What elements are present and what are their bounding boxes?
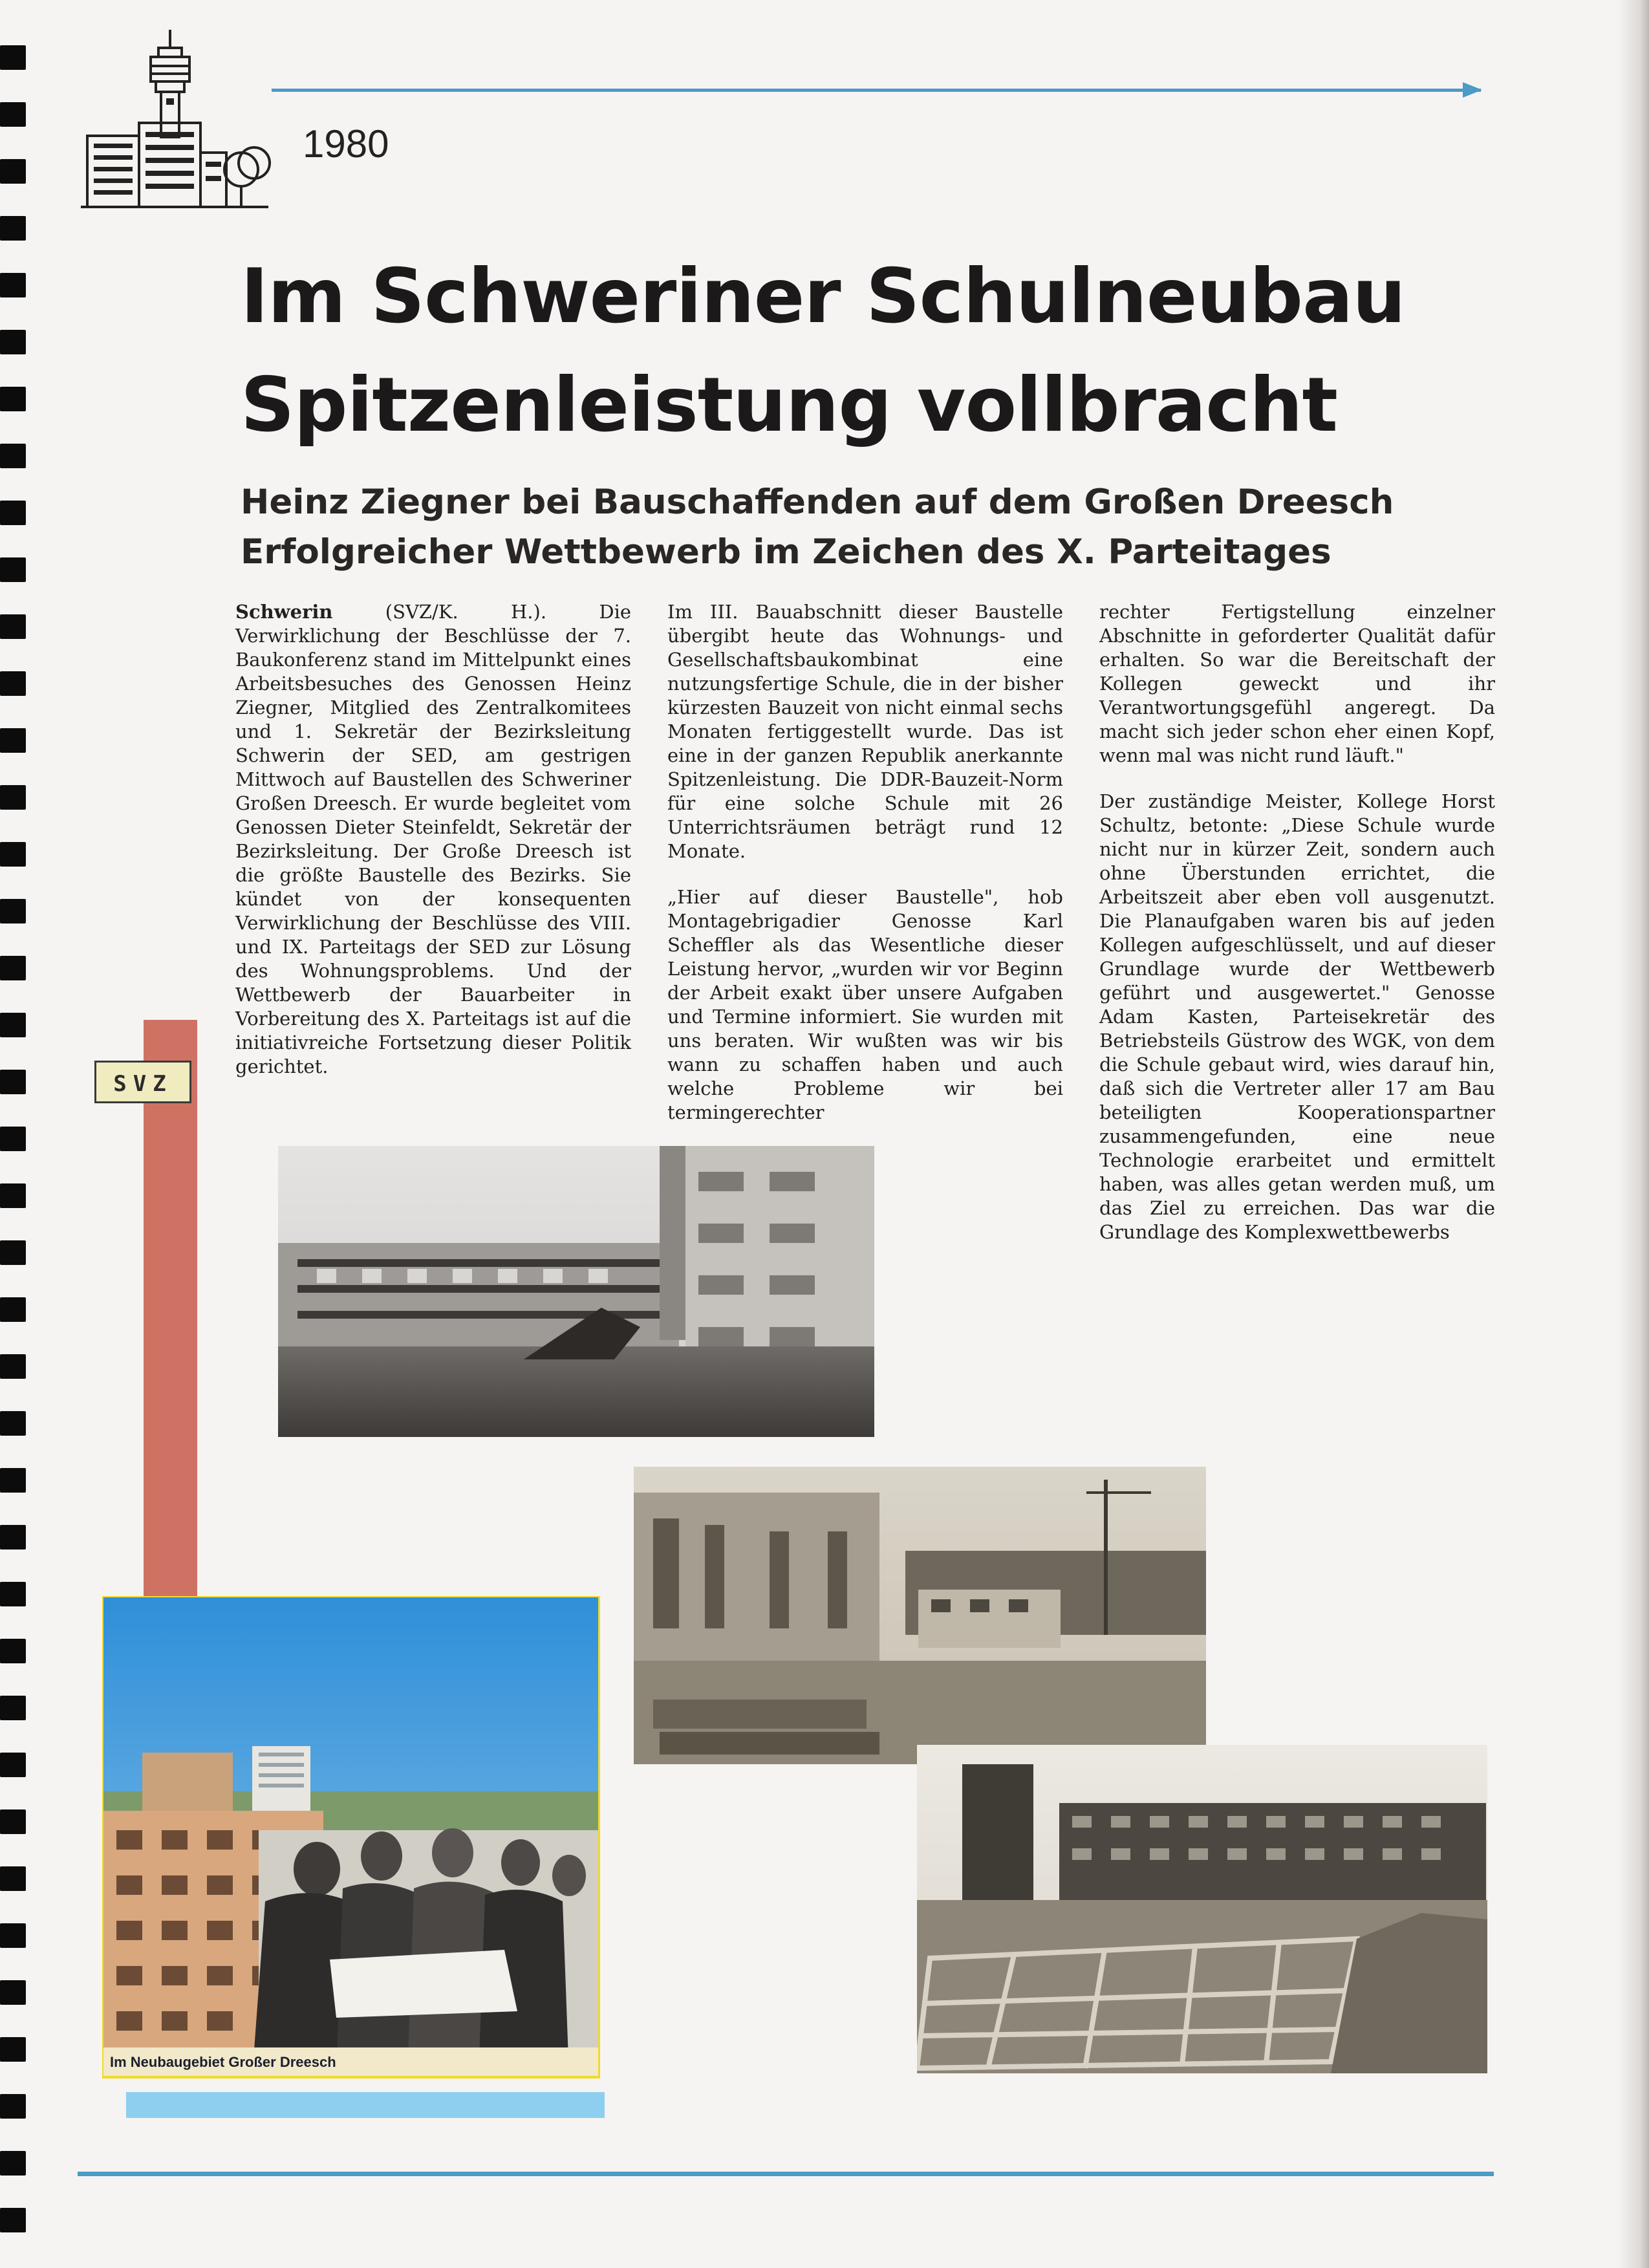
column-2-paragraph-1: Im III. Bauabschnitt dieser Baustelle übergibt heute das Wohnungs- und Gesellschaftsbaukombinat eine nutzungsfertige Schule, die in der bisher kürzesten Bauzeit von nicht einmal sechs Monaten fertiggestellt wurde. Das ist eine in der ganzen Republik anerkannte Spitzenleistung. Die DDR-Bauzeit-Norm für eine solche Schule mit 26 Unterrichtsräumen beträgt rund 12 Monate. <box>667 601 1063 862</box>
svz-label: SVZ <box>94 1061 191 1103</box>
binding-hole <box>0 387 26 411</box>
binding-hole <box>0 899 26 923</box>
binding-hole <box>0 1297 26 1322</box>
binding-hole <box>0 785 26 810</box>
photo-officials-color <box>103 1597 598 2076</box>
binding-hole <box>0 1468 26 1493</box>
article-column-2 <box>667 600 1063 1147</box>
light-blue-strip <box>126 2092 605 2118</box>
article-column-1 <box>235 600 631 1101</box>
photo-caption: Im Neubaugebiet Großer Dreesch <box>110 2054 336 2070</box>
column-3-paragraph-2: Der zuständige Meister, Kollege Horst Schultz, betonte: „Diese Schule wurde nicht nur in kürzer Zeit, sondern auch ohne Überstunden errichtet, die Arbeitszeit aber eben voll ausgenutzt. Die Planaufgaben waren bis auf jeden Kollegen aufgeschlüsselt, und auf dieser Grundlage wurde der Wettbewerb geführt und ausgewertet." Genosse Adam Kasten, Parteisekretär des Betriebsteils Güstrow des WGK, von dem die Schule gebaut wird, wies darauf hin, daß sich die Vertreter aller 17 am Bau beteiligten Kooperationspartner zusammengefunden, eine neue Technologie erarbeitet und ermittelt haben, was alles getan werden muß, um das Ziel zu erreichen. Das war die Grundlage des Komplexwettbewerbs <box>1099 790 1495 1243</box>
year-label: 1980 <box>303 122 389 166</box>
binding-hole <box>0 1411 26 1436</box>
column-2-paragraph-2: „Hier auf dieser Baustelle", hob Montagebrigadier Genosse Karl Scheffler als das Wesentliche dieser Leistung hervor, „wurden wir vor Beginn der Arbeit exakt über unsere Aufgaben und Termine informiert. Sie wurden mit uns beraten. Wir wußten was wir bis wann zu schaffen haben und auch welche Probleme wir bei termingerechter <box>667 886 1063 1123</box>
binding-hole <box>0 842 26 867</box>
binding-hole <box>0 45 26 70</box>
binding-hole <box>0 1809 26 1834</box>
headline-line-2: Spitzenleistung vollbracht <box>241 362 1337 449</box>
binding-hole <box>0 1639 26 1663</box>
tower-building-logo-icon <box>81 26 275 220</box>
binding-hole <box>0 216 26 241</box>
binding-hole <box>0 1923 26 1948</box>
binding-hole <box>0 1183 26 1208</box>
dateline: Schwerin <box>235 601 333 623</box>
page-edge-shadow <box>1619 0 1649 2268</box>
headline <box>241 243 1405 460</box>
photo-school-construction <box>278 1146 874 1437</box>
binding-hole <box>0 1354 26 1379</box>
binding-hole <box>0 102 26 127</box>
headline-line-1: Im Schweriner Schulneubau <box>241 253 1405 340</box>
photo-building-site <box>634 1467 1206 1764</box>
subheadline-line-2: Erfolgreicher Wettbewerb im Zeichen des X. Parteitages <box>241 532 1331 572</box>
binding-hole <box>0 1013 26 1037</box>
article-column-3 <box>1099 600 1495 1266</box>
binding-hole <box>0 2151 26 2176</box>
binding-hole <box>0 1980 26 2005</box>
binding-hole <box>0 2094 26 2119</box>
binding-hole <box>0 1127 26 1151</box>
binding-hole <box>0 557 26 582</box>
subheadline-line-1: Heinz Ziegner bei Bauschaffenden auf dem Großen Dreesch <box>241 482 1394 522</box>
top-blue-rule <box>272 89 1481 92</box>
photo-foundation-work <box>917 1745 1487 2073</box>
binding-hole <box>0 1696 26 1720</box>
binding-hole <box>0 2037 26 2062</box>
binding-hole <box>0 614 26 639</box>
binding-hole <box>0 1866 26 1891</box>
subheadline <box>241 477 1394 577</box>
arrow-right-icon <box>1463 82 1482 98</box>
binding-hole <box>0 330 26 354</box>
binding-hole <box>0 1525 26 1550</box>
binding-hole <box>0 671 26 696</box>
binding-hole <box>0 1582 26 1606</box>
column-3-paragraph-1: rechter Fertigstellung einzelner Abschnitte in geforderter Qualität dafür erhalten. So war die Bereitschaft der Kollegen geweckt und ihr Verantwortungsgefühl angeregt. Da macht sich jeder schon eher einen Kopf, wenn mal was nicht rund läuft." <box>1099 601 1495 766</box>
binding-hole <box>0 501 26 525</box>
binding-hole <box>0 1753 26 1777</box>
binding-hole <box>0 956 26 980</box>
bottom-blue-rule <box>78 2172 1494 2176</box>
spiral-binding <box>0 0 28 2268</box>
binding-hole <box>0 444 26 468</box>
binding-hole <box>0 2208 26 2232</box>
binding-hole <box>0 1240 26 1265</box>
binding-hole <box>0 273 26 297</box>
column-1-paragraph-1: (SVZ/K. H.). Die Verwirklichung der Beschlüsse der 7. Baukonferenz stand im Mittelpunkt eines Arbeitsbesuches des Genossen Heinz Ziegner, Mitglied des Zentralkomitees und 1. Sekretär der Bezirksleitung Schwerin der SED, am gestrigen Mittwoch auf Baustellen des Schweriner Großen Dreesch. Er wurde begleitet vom Genossen Dieter Steinfeldt, Sekretär der Bezirksleitung. Der Große Dreesch ist die größte Baustelle des Bezirks. Sie kündet von der konsequenten Verwirklichung der Beschlüsse des VIII. und IX. Parteitags der SED zur Lösung des Wohnungsproblems. Und der Wettbewerb der Bauarbeiter in Vorbereitung des X. Parteitags ist auf die initiativreiche Fortsetzung dieser Politik gerichtet. <box>235 601 632 1077</box>
binding-hole <box>0 1070 26 1094</box>
binding-hole <box>0 159 26 184</box>
binding-hole <box>0 728 26 753</box>
